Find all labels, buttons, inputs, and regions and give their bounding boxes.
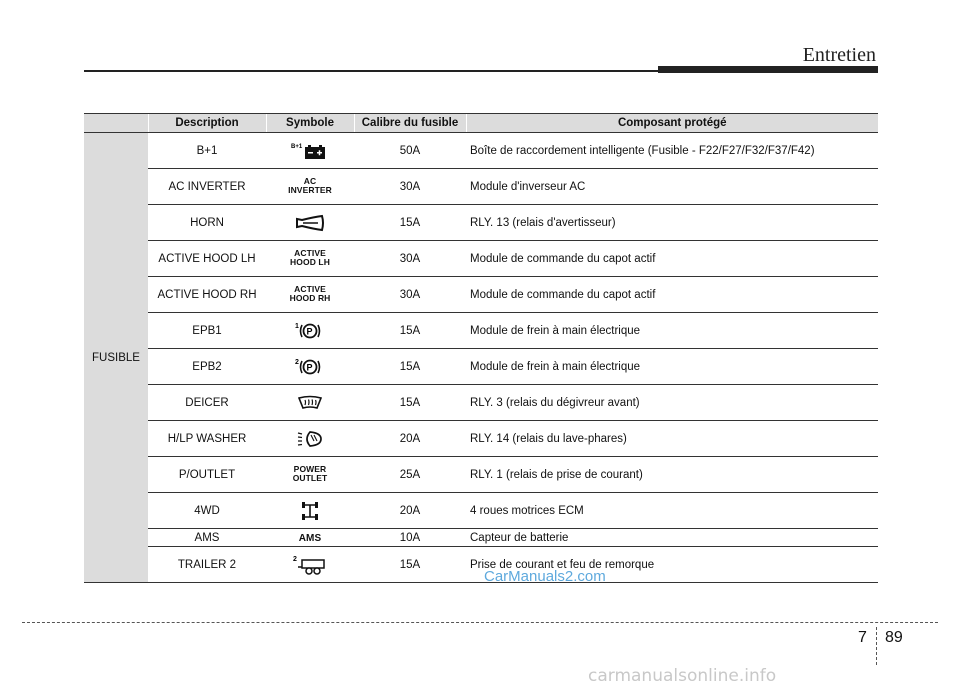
chapter-number: 7 bbox=[858, 629, 867, 646]
table-row bbox=[84, 493, 878, 529]
trailer-icon bbox=[292, 554, 328, 576]
table-header-row bbox=[84, 114, 878, 133]
component-cell: Capteur de batterie bbox=[466, 529, 878, 547]
category-cell: FUSIBLE bbox=[84, 133, 148, 583]
symbol-cell bbox=[266, 457, 354, 493]
symbol-cell bbox=[266, 313, 354, 349]
headlamp-washer-icon bbox=[296, 429, 324, 449]
site-watermark: carmanualsonline.info bbox=[588, 666, 777, 686]
column-header-rating: Calibre du fusible bbox=[354, 114, 466, 133]
watermark-text: CarManuals2.com bbox=[484, 568, 606, 585]
symbol-line: HOOD LH bbox=[290, 257, 330, 267]
table-row bbox=[84, 385, 878, 421]
symbol-cell bbox=[266, 169, 354, 205]
rating-cell: 15A bbox=[354, 349, 466, 385]
description-cell: HORN bbox=[148, 205, 266, 241]
symbol-line: POWER bbox=[293, 464, 327, 474]
rating-cell: 15A bbox=[354, 547, 466, 583]
table-row bbox=[84, 277, 878, 313]
symbol-cell bbox=[266, 277, 354, 313]
table-row bbox=[84, 205, 878, 241]
component-cell: 4 roues motrices ECM bbox=[466, 493, 878, 529]
active-hood-lh-symbol bbox=[290, 249, 330, 267]
svg-text:P: P bbox=[306, 326, 313, 336]
epb1-superscript: 1 bbox=[295, 322, 299, 330]
component-cell: RLY. 1 (relais de prise de courant) bbox=[466, 457, 878, 493]
symbol-cell bbox=[266, 529, 354, 547]
description-cell: 4WD bbox=[148, 493, 266, 529]
column-header-category bbox=[84, 114, 148, 133]
header-rule-accent bbox=[658, 66, 878, 73]
component-cell: Module de commande du capot actif bbox=[466, 241, 878, 277]
symbol-cell bbox=[266, 493, 354, 529]
component-cell: Module d'inverseur AC bbox=[466, 169, 878, 205]
symbol-line: INVERTER bbox=[288, 185, 332, 195]
page-number-divider bbox=[876, 627, 877, 665]
description-cell: AMS bbox=[148, 529, 266, 547]
footer-rule bbox=[22, 622, 938, 623]
rating-cell: 30A bbox=[354, 241, 466, 277]
symbol-line: AC bbox=[303, 176, 317, 186]
active-hood-rh-symbol bbox=[290, 285, 331, 303]
rating-cell: 30A bbox=[354, 169, 466, 205]
column-header-symbol: Symbole bbox=[266, 114, 354, 133]
description-cell: EPB1 bbox=[148, 313, 266, 349]
ac-inverter-symbol bbox=[288, 177, 332, 195]
symbol-cell bbox=[266, 349, 354, 385]
table-row bbox=[84, 457, 878, 493]
symbol-cell bbox=[266, 241, 354, 277]
battery-b1-icon bbox=[290, 141, 330, 161]
table-row bbox=[84, 529, 878, 547]
rating-cell: 30A bbox=[354, 277, 466, 313]
rating-cell: 25A bbox=[354, 457, 466, 493]
description-cell: DEICER bbox=[148, 385, 266, 421]
parking-brake-2-icon bbox=[293, 357, 327, 377]
description-cell: P/OUTLET bbox=[148, 457, 266, 493]
table-row bbox=[84, 421, 878, 457]
symbol-cell bbox=[266, 133, 354, 169]
description-cell: H/LP WASHER bbox=[148, 421, 266, 457]
header-rule bbox=[84, 70, 674, 72]
horn-icon bbox=[294, 214, 326, 232]
component-cell: Boîte de raccordement intelligente (Fusible - F22/F27/F32/F37/F42) bbox=[466, 133, 878, 169]
column-header-description: Description bbox=[148, 114, 266, 133]
parking-brake-1-icon bbox=[293, 321, 327, 341]
description-cell: B+1 bbox=[148, 133, 266, 169]
column-header-component: Composant protégé bbox=[466, 114, 878, 133]
fuse-table bbox=[84, 113, 878, 583]
svg-text:P: P bbox=[306, 362, 313, 372]
table-row bbox=[84, 241, 878, 277]
deicer-icon bbox=[297, 394, 323, 412]
table-row bbox=[84, 169, 878, 205]
page-number: 89 bbox=[885, 629, 903, 646]
symbol-cell bbox=[266, 385, 354, 421]
component-cell: RLY. 3 (relais du dégivreur avant) bbox=[466, 385, 878, 421]
symbol-cell bbox=[266, 421, 354, 457]
component-cell: Prise de courant et feu de remorque bbox=[466, 547, 878, 583]
symbol-line: ACTIVE bbox=[294, 248, 326, 258]
svg-text:B+1: B+1 bbox=[291, 143, 303, 150]
rating-cell: 15A bbox=[354, 385, 466, 421]
rating-cell: 20A bbox=[354, 493, 466, 529]
description-cell: ACTIVE HOOD LH bbox=[148, 241, 266, 277]
rating-cell: 10A bbox=[354, 529, 466, 547]
epb2-superscript: 2 bbox=[295, 358, 299, 366]
symbol-line: HOOD RH bbox=[289, 293, 331, 303]
table-row bbox=[84, 313, 878, 349]
symbol-line: OUTLET bbox=[292, 473, 328, 483]
description-cell: ACTIVE HOOD RH bbox=[148, 277, 266, 313]
symbol-line: ACTIVE bbox=[294, 284, 326, 294]
description-cell: EPB2 bbox=[148, 349, 266, 385]
rating-cell: 15A bbox=[354, 205, 466, 241]
description-cell: AC INVERTER bbox=[148, 169, 266, 205]
section-title: Entretien bbox=[802, 44, 876, 66]
component-cell: Module de frein à main électrique bbox=[466, 313, 878, 349]
rating-cell: 15A bbox=[354, 313, 466, 349]
trailer-superscript: 2 bbox=[293, 555, 297, 563]
table-row bbox=[84, 349, 878, 385]
component-cell: Module de frein à main électrique bbox=[466, 349, 878, 385]
ams-symbol: AMS bbox=[298, 532, 322, 544]
table-row bbox=[84, 133, 878, 169]
rating-cell: 50A bbox=[354, 133, 466, 169]
component-cell: Module de commande du capot actif bbox=[466, 277, 878, 313]
symbol-cell bbox=[266, 547, 354, 583]
power-outlet-symbol bbox=[293, 465, 328, 483]
table-row bbox=[84, 547, 878, 583]
component-cell: RLY. 14 (relais du lave-phares) bbox=[466, 421, 878, 457]
description-cell: TRAILER 2 bbox=[148, 547, 266, 583]
four-wheel-drive-icon bbox=[299, 500, 321, 522]
rating-cell: 20A bbox=[354, 421, 466, 457]
symbol-cell bbox=[266, 205, 354, 241]
component-cell: RLY. 13 (relais d'avertisseur) bbox=[466, 205, 878, 241]
